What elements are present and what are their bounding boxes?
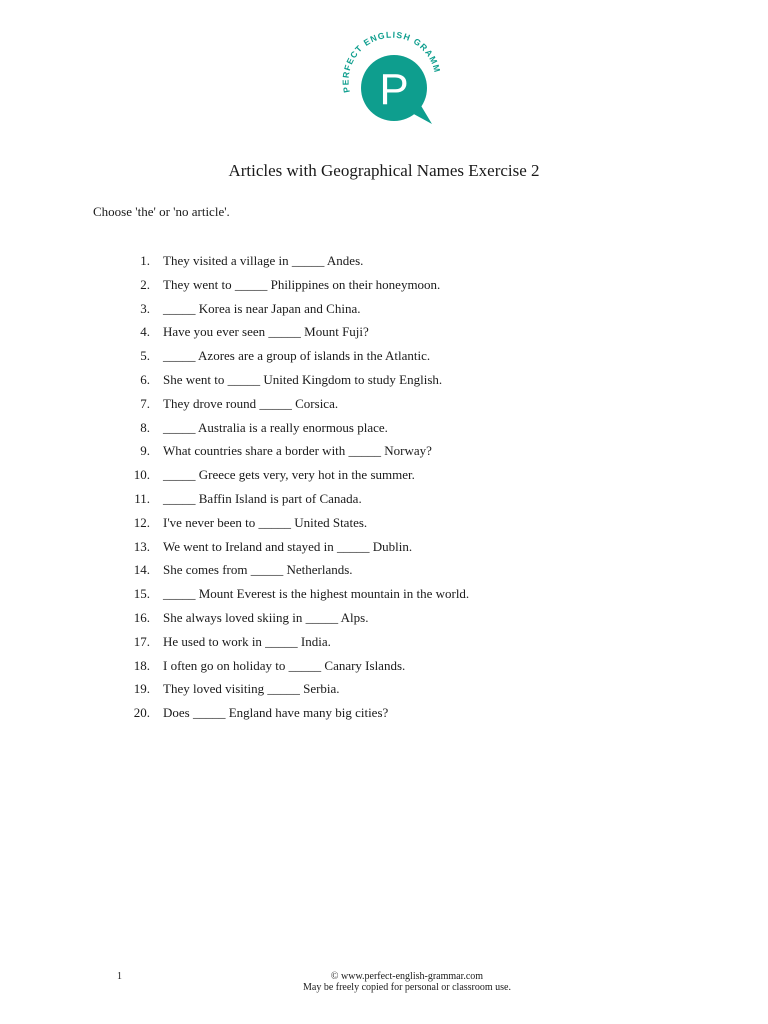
question-number: 18.	[133, 657, 150, 673]
question-number: 16.	[133, 609, 150, 625]
question-text: What countries share a border with _____ Norway?	[163, 443, 432, 459]
question-number: 10.	[133, 467, 150, 483]
logo-letter: P	[379, 65, 409, 114]
page-footer	[0, 971, 768, 993]
question-text: I often go on holiday to _____ Canary Islands.	[163, 657, 406, 673]
question-text: Have you ever seen _____ Mount Fuji?	[163, 324, 369, 340]
question-number: 9.	[140, 443, 150, 459]
question-number: 15.	[133, 586, 150, 602]
question-text: Does _____ England have many big cities?	[163, 705, 389, 721]
question-number: 12.	[133, 514, 150, 530]
question-number: 4.	[140, 324, 150, 340]
question-text: _____ Korea is near Japan and China.	[163, 300, 361, 316]
question-number: 3.	[140, 300, 150, 316]
exercise-instruction: Choose 'the' or 'no article'.	[93, 204, 230, 219]
brand-logo	[336, 28, 440, 132]
question-number: 1.	[140, 253, 150, 268]
question-text: _____ Greece gets very, very hot in the summer.	[163, 467, 415, 483]
page-title: Articles with Geographical Names Exercise 2	[228, 161, 540, 180]
question-text: She always loved skiing in _____ Alps.	[163, 609, 369, 625]
question-text: She went to _____ United Kingdom to study English.	[163, 371, 443, 387]
question-text: We went to Ireland and stayed in _____ Dublin.	[163, 538, 413, 554]
question-text: He used to work in _____ India.	[163, 633, 331, 649]
question-number: 2.	[140, 276, 150, 292]
question-number: 14.	[133, 562, 150, 578]
question-text: _____ Azores are a group of islands in the Atlantic.	[163, 348, 431, 364]
question-number: 7.	[140, 395, 150, 411]
question-text: I've never been to _____ United States.	[163, 514, 368, 530]
question-text: _____ Mount Everest is the highest mountain in the world.	[163, 586, 470, 602]
question-text: _____ Baffin Island is part of Canada.	[163, 490, 362, 506]
question-number: 5.	[140, 348, 150, 364]
question-text: They loved visiting _____ Serbia.	[163, 681, 340, 697]
question-number: 20.	[133, 705, 150, 721]
question-text: She comes from _____ Netherlands.	[163, 562, 353, 578]
question-number: 8.	[140, 419, 150, 435]
question-text: They went to _____ Philippines on their honeymoon.	[163, 276, 441, 292]
question-number: 13.	[133, 538, 150, 554]
question-number: 6.	[140, 371, 150, 387]
question-number: 17.	[133, 633, 150, 649]
question-text: They visited a village in _____ Andes.	[163, 253, 364, 268]
question-number: 11.	[134, 490, 150, 506]
page-number: 1	[117, 971, 122, 982]
logo-text: PERFECT ENGLISH GRAM	[340, 29, 440, 94]
question-text: _____ Australia is a really enormous place.	[163, 419, 388, 435]
question-text: They drove round _____ Corsica.	[163, 395, 339, 411]
perfect-english-grammar-logo-icon	[336, 28, 440, 132]
footer-usage-note: May be freely copied for personal or classroom use.	[303, 982, 511, 993]
question-number: 19.	[133, 681, 150, 697]
footer-copyright: © www.perfect-english-grammar.com	[330, 971, 484, 982]
